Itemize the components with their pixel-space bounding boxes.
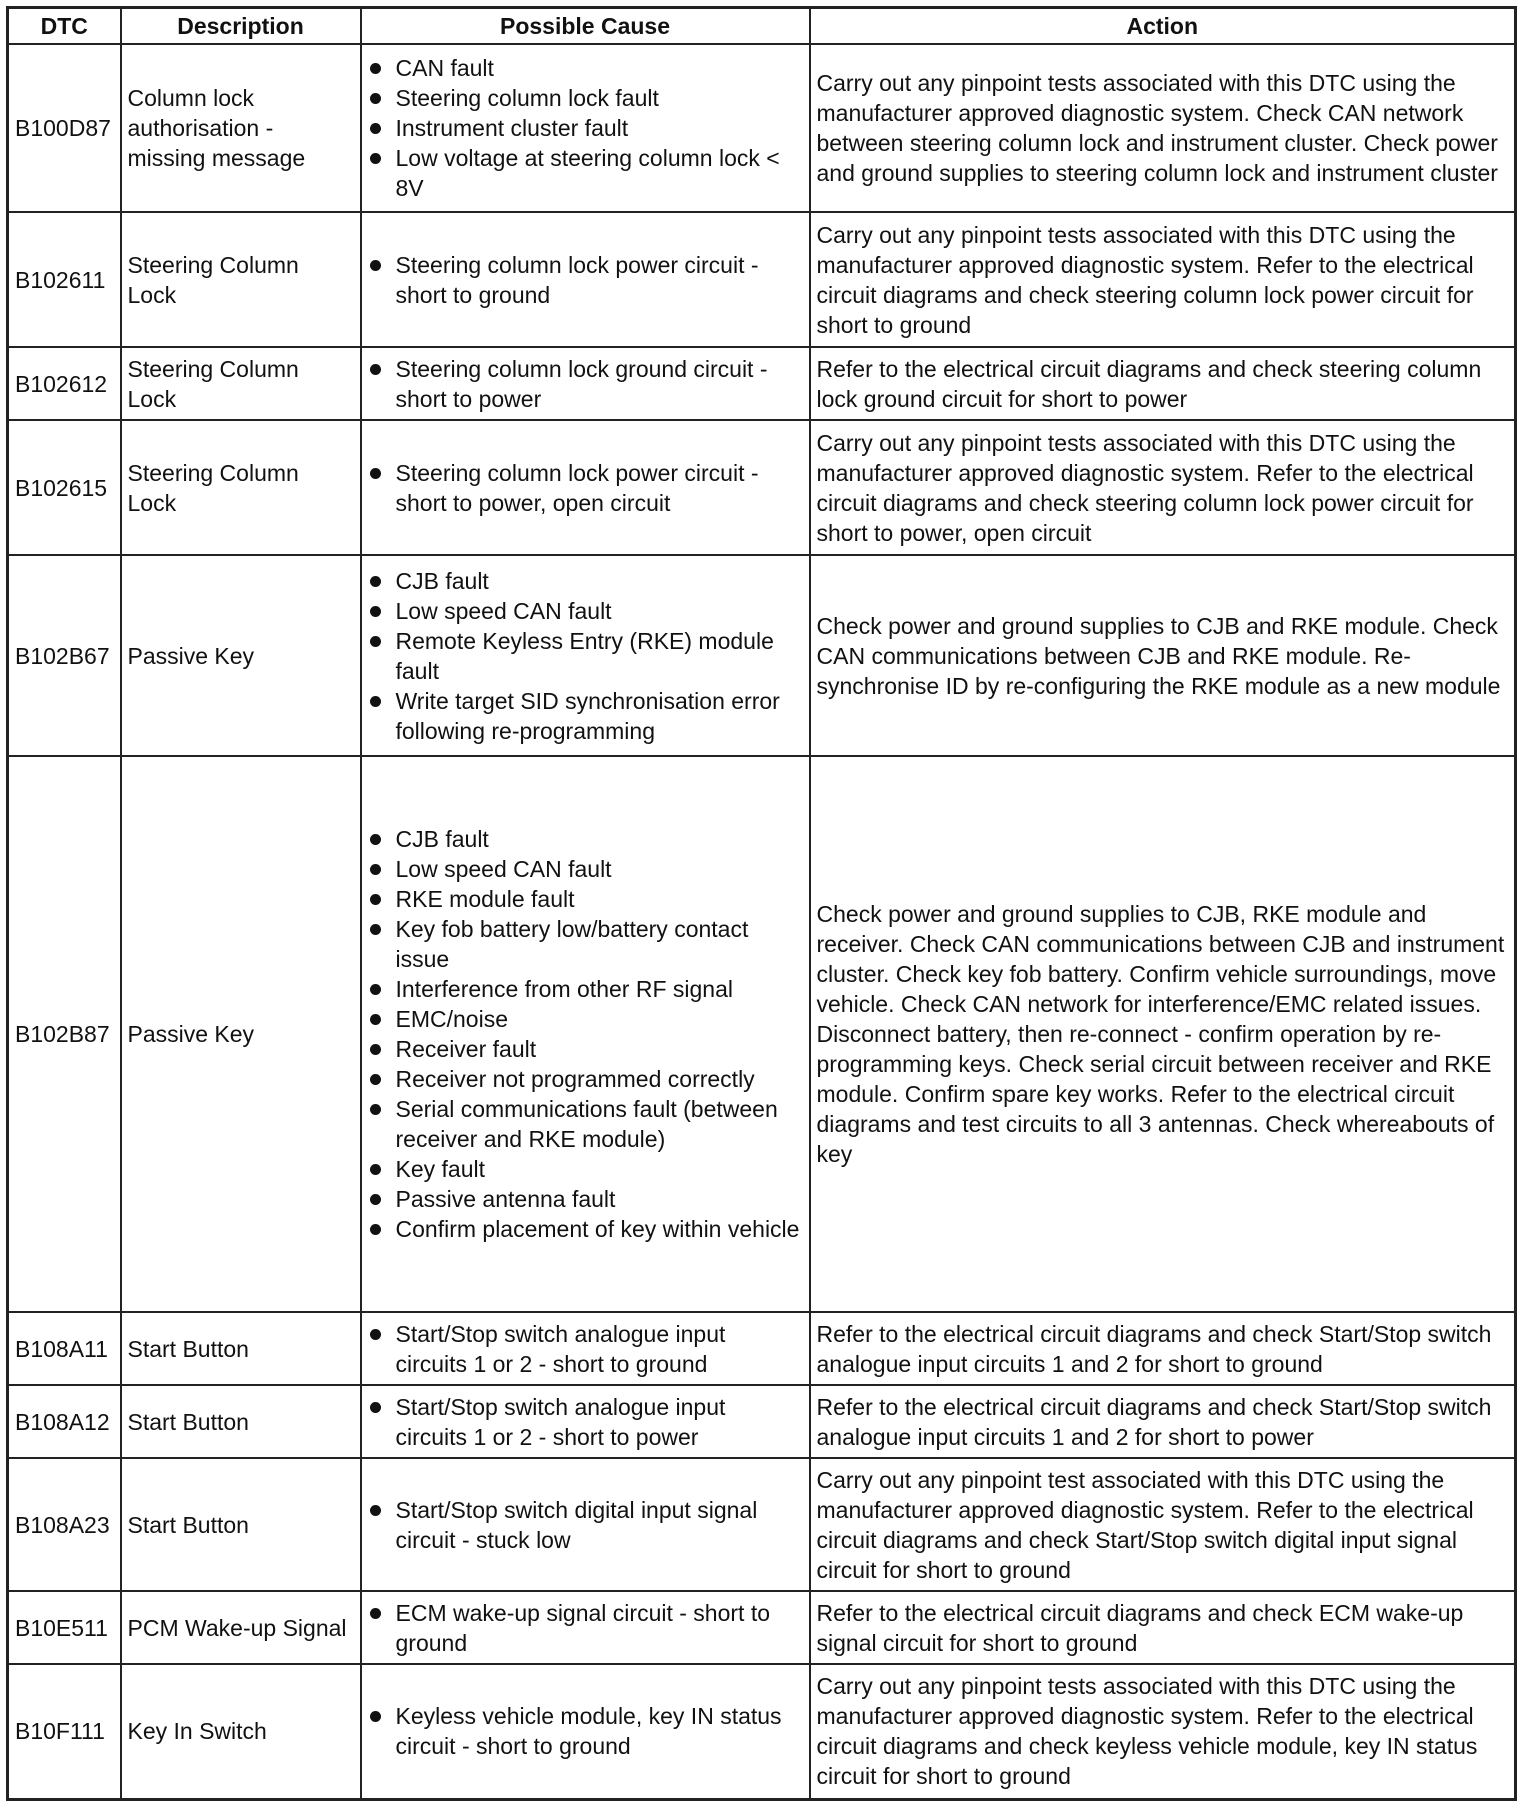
possible-cause-list — [368, 1495, 803, 1555]
possible-cause-list — [368, 1598, 803, 1658]
table-header-row — [8, 8, 1516, 45]
dtc-description: Passive Key — [121, 555, 361, 756]
cause-item: Low speed CAN fault — [368, 854, 803, 884]
table-row — [8, 347, 1516, 420]
action-text: Check power and ground supplies to CJB, RKE module and receiver. Check CAN communications between CJB and instrument cluster. Check key fob battery. Confirm vehicle surroundings, move vehicle. Check CAN network for interference/EMC related issues. Disconnect battery, then re-connect - confirm operation by re-programming keys. Check serial circuit between receiver and RKE module. Confirm spare key works. Refer to the electrical circuit diagrams and test circuits to all 3 antennas. Check whereabouts of key — [810, 756, 1516, 1312]
dtc-description: Start Button — [121, 1385, 361, 1458]
dtc-code: B102612 — [8, 347, 121, 420]
dtc-description: Start Button — [121, 1312, 361, 1385]
table-row — [8, 1312, 1516, 1385]
action-text: Carry out any pinpoint tests associated with this DTC using the manufacturer approved diagnostic system. Check CAN network between steering column lock and instrument cluster. Check power and ground supplies to steering column lock and instrument cluster — [810, 44, 1516, 212]
cause-item: Start/Stop switch digital input signal circuit - stuck low — [368, 1495, 803, 1555]
cause-item: Write target SID synchronisation error following re-programming — [368, 686, 803, 746]
cause-item: Key fault — [368, 1154, 803, 1184]
cause-item: Steering column lock power circuit - short to power, open circuit — [368, 458, 803, 518]
dtc-code: B100D87 — [8, 44, 121, 212]
possible-cause-cell — [361, 1385, 810, 1458]
cause-item: Steering column lock power circuit - short to ground — [368, 250, 803, 310]
possible-cause-list — [368, 354, 803, 414]
dtc-code: B102B67 — [8, 555, 121, 756]
header-dtc: DTC — [8, 8, 121, 45]
cause-item: Low voltage at steering column lock < 8V — [368, 143, 803, 203]
possible-cause-cell — [361, 555, 810, 756]
possible-cause-cell — [361, 1591, 810, 1664]
cause-item: Remote Keyless Entry (RKE) module fault — [368, 626, 803, 686]
dtc-description: Passive Key — [121, 756, 361, 1312]
action-text: Carry out any pinpoint tests associated with this DTC using the manufacturer approved diagnostic system. Refer to the electrical circuit diagrams and check keyless vehicle module, key IN status circuit for short to ground — [810, 1664, 1516, 1799]
cause-item: Confirm placement of key within vehicle — [368, 1214, 803, 1244]
possible-cause-list — [368, 1392, 803, 1452]
possible-cause-cell — [361, 1312, 810, 1385]
action-text: Carry out any pinpoint test associated with this DTC using the manufacturer approved diagnostic system. Refer to the electrical circuit diagrams and check Start/Stop switch digital input signal circuit for short to ground — [810, 1458, 1516, 1591]
possible-cause-list — [368, 1319, 803, 1379]
possible-cause-cell — [361, 44, 810, 212]
table-row — [8, 212, 1516, 347]
dtc-code: B102611 — [8, 212, 121, 347]
possible-cause-cell — [361, 1458, 810, 1591]
dtc-code: B108A12 — [8, 1385, 121, 1458]
cause-item: CJB fault — [368, 566, 803, 596]
cause-item: Serial communications fault (between receiver and RKE module) — [368, 1094, 803, 1154]
action-text: Refer to the electrical circuit diagrams and check Start/Stop switch analogue input circuits 1 and 2 for short to power — [810, 1385, 1516, 1458]
dtc-code: B108A23 — [8, 1458, 121, 1591]
cause-item: EMC/noise — [368, 1004, 803, 1034]
table-row — [8, 1591, 1516, 1664]
dtc-description: Key In Switch — [121, 1664, 361, 1799]
cause-item: Start/Stop switch analogue input circuits 1 or 2 - short to power — [368, 1392, 803, 1452]
cause-item: CJB fault — [368, 824, 803, 854]
dtc-description: Start Button — [121, 1458, 361, 1591]
dtc-code: B102615 — [8, 420, 121, 555]
dtc-code: B102B87 — [8, 756, 121, 1312]
dtc-description: Steering Column Lock — [121, 212, 361, 347]
possible-cause-list — [368, 566, 803, 746]
cause-item: CAN fault — [368, 53, 803, 83]
action-text: Carry out any pinpoint tests associated with this DTC using the manufacturer approved diagnostic system. Refer to the electrical circuit diagrams and check steering column lock power circuit for short to power, open circuit — [810, 420, 1516, 555]
header-description: Description — [121, 8, 361, 45]
header-action: Action — [810, 8, 1516, 45]
table-row — [8, 1385, 1516, 1458]
possible-cause-cell — [361, 212, 810, 347]
cause-item: Start/Stop switch analogue input circuits 1 or 2 - short to ground — [368, 1319, 803, 1379]
cause-item: RKE module fault — [368, 884, 803, 914]
dtc-table — [6, 6, 1517, 1801]
dtc-code: B10F111 — [8, 1664, 121, 1799]
dtc-description: Column lock authorisation - missing message — [121, 44, 361, 212]
dtc-description: Steering Column Lock — [121, 347, 361, 420]
action-text: Refer to the electrical circuit diagrams and check ECM wake-up signal circuit for short to ground — [810, 1591, 1516, 1664]
action-text: Check power and ground supplies to CJB and RKE module. Check CAN communications between CJB and RKE module. Re-synchronise ID by re-configuring the RKE module as a new module — [810, 555, 1516, 756]
dtc-table-container — [6, 6, 1514, 1801]
cause-item: Steering column lock fault — [368, 83, 803, 113]
action-text: Carry out any pinpoint tests associated with this DTC using the manufacturer approved diagnostic system. Refer to the electrical circuit diagrams and check steering column lock power circuit for short to ground — [810, 212, 1516, 347]
table-row — [8, 1664, 1516, 1799]
possible-cause-cell — [361, 756, 810, 1312]
possible-cause-list — [368, 250, 803, 310]
action-text: Refer to the electrical circuit diagrams and check steering column lock ground circuit for short to power — [810, 347, 1516, 420]
cause-item: ECM wake-up signal circuit - short to ground — [368, 1598, 803, 1658]
cause-item: Instrument cluster fault — [368, 113, 803, 143]
possible-cause-cell — [361, 420, 810, 555]
cause-item: Interference from other RF signal — [368, 974, 803, 1004]
possible-cause-list — [368, 53, 803, 203]
header-possible-cause: Possible Cause — [361, 8, 810, 45]
table-row — [8, 1458, 1516, 1591]
cause-item: Low speed CAN fault — [368, 596, 803, 626]
table-row — [8, 756, 1516, 1312]
possible-cause-cell — [361, 347, 810, 420]
cause-item: Key fob battery low/battery contact issue — [368, 914, 803, 974]
dtc-code: B10E511 — [8, 1591, 121, 1664]
dtc-description: PCM Wake-up Signal — [121, 1591, 361, 1664]
table-row — [8, 44, 1516, 212]
cause-item: Passive antenna fault — [368, 1184, 803, 1214]
table-row — [8, 420, 1516, 555]
action-text: Refer to the electrical circuit diagrams and check Start/Stop switch analogue input circuits 1 and 2 for short to ground — [810, 1312, 1516, 1385]
dtc-code: B108A11 — [8, 1312, 121, 1385]
table-row — [8, 555, 1516, 756]
possible-cause-list — [368, 1701, 803, 1761]
cause-item: Receiver fault — [368, 1034, 803, 1064]
possible-cause-list — [368, 458, 803, 518]
cause-item: Receiver not programmed correctly — [368, 1064, 803, 1094]
cause-item: Keyless vehicle module, key IN status circuit - short to ground — [368, 1701, 803, 1761]
possible-cause-list — [368, 824, 803, 1244]
cause-item: Steering column lock ground circuit - short to power — [368, 354, 803, 414]
dtc-description: Steering Column Lock — [121, 420, 361, 555]
possible-cause-cell — [361, 1664, 810, 1799]
